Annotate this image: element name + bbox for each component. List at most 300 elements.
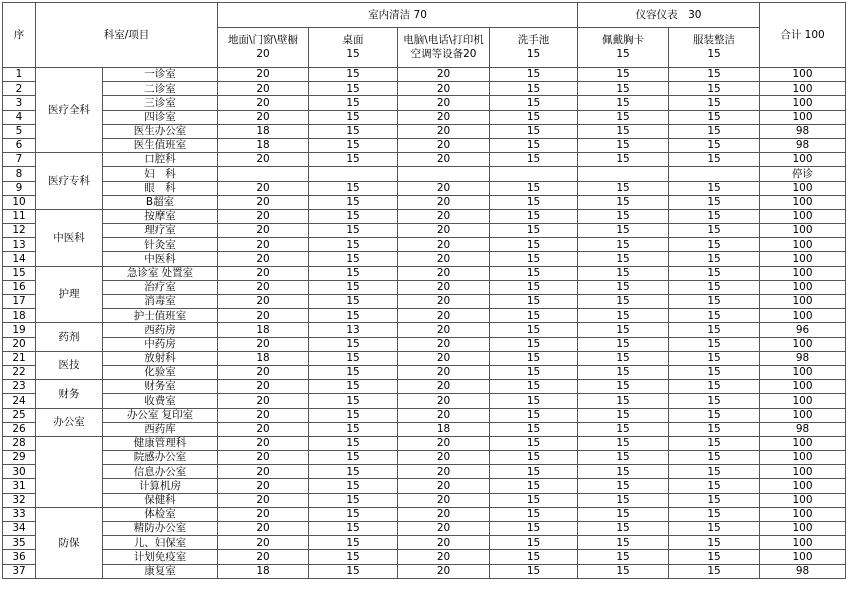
row-devices-score: 20 <box>398 295 490 309</box>
header-col-sink <box>490 28 578 68</box>
row-attire-score: 15 <box>669 309 760 323</box>
table-row <box>3 465 846 479</box>
row-seq: 28 <box>3 436 36 450</box>
row-total-score: 98 <box>760 564 846 578</box>
row-badge-score: 15 <box>578 507 669 521</box>
header-col-sink-score: 15 <box>526 47 541 60</box>
table-row <box>3 365 846 379</box>
row-total-score: 100 <box>760 493 846 507</box>
row-floor-score: 20 <box>218 309 309 323</box>
row-badge-score: 15 <box>578 408 669 422</box>
table-row <box>3 507 846 521</box>
row-sink-score: 15 <box>490 209 578 223</box>
row-floor-score: 18 <box>218 351 309 365</box>
row-total-score: 100 <box>760 465 846 479</box>
row-floor-score: 20 <box>218 536 309 550</box>
row-room: 针灸室 <box>103 238 218 252</box>
row-attire-score: 15 <box>669 507 760 521</box>
row-total-score: 100 <box>760 507 846 521</box>
row-seq: 17 <box>3 295 36 309</box>
row-floor-score: 20 <box>218 550 309 564</box>
row-desk-score: 15 <box>309 408 398 422</box>
row-devices-score: 20 <box>398 68 490 82</box>
row-floor-score: 20 <box>218 252 309 266</box>
row-seq: 9 <box>3 181 36 195</box>
row-total-score: 100 <box>760 153 846 167</box>
row-sink-score: 15 <box>490 224 578 238</box>
row-badge-score: 15 <box>578 451 669 465</box>
row-room: 急诊室 处置室 <box>103 266 218 280</box>
row-sink-score: 15 <box>490 365 578 379</box>
row-total-score: 100 <box>760 451 846 465</box>
row-devices-score: 20 <box>398 507 490 521</box>
row-devices-score: 20 <box>398 209 490 223</box>
row-desk-score: 15 <box>309 68 398 82</box>
row-seq: 26 <box>3 422 36 436</box>
row-room: 中医科 <box>103 252 218 266</box>
row-room: 三诊室 <box>103 96 218 110</box>
row-department: 医疗全科 <box>36 68 103 153</box>
row-devices-score: 20 <box>398 465 490 479</box>
row-floor-score: 18 <box>218 564 309 578</box>
row-desk-score: 15 <box>309 337 398 351</box>
header-col-floor-name: 地面\门窗\壁橱 <box>227 33 299 46</box>
row-desk-score: 15 <box>309 124 398 138</box>
row-attire-score: 15 <box>669 295 760 309</box>
row-desk-score: 15 <box>309 522 398 536</box>
row-room: 治疗室 <box>103 280 218 294</box>
row-attire-score: 15 <box>669 195 760 209</box>
header-col-desk-score: 15 <box>346 47 360 60</box>
row-room: 办公室 复印室 <box>103 408 218 422</box>
row-total-score: 100 <box>760 522 846 536</box>
row-seq: 34 <box>3 522 36 536</box>
row-sink-score: 15 <box>490 422 578 436</box>
table-row <box>3 138 846 152</box>
row-seq: 10 <box>3 195 36 209</box>
row-devices-score: 20 <box>398 153 490 167</box>
row-seq: 32 <box>3 493 36 507</box>
row-room: 西药库 <box>103 422 218 436</box>
row-badge-score <box>578 167 669 181</box>
row-room: 护士值班室 <box>103 309 218 323</box>
row-devices-score: 20 <box>398 351 490 365</box>
row-room: 计算机房 <box>103 479 218 493</box>
row-sink-score: 15 <box>490 479 578 493</box>
row-floor-score: 20 <box>218 422 309 436</box>
row-room: 精防办公室 <box>103 522 218 536</box>
row-room: 西药房 <box>103 323 218 337</box>
row-desk-score: 15 <box>309 507 398 521</box>
row-department: 护理 <box>36 266 103 323</box>
row-room: 康复室 <box>103 564 218 578</box>
row-room: B超室 <box>103 195 218 209</box>
row-badge-score: 15 <box>578 323 669 337</box>
row-devices-score: 20 <box>398 110 490 124</box>
row-total-score: 100 <box>760 181 846 195</box>
row-floor-score: 20 <box>218 153 309 167</box>
row-floor-score: 20 <box>218 181 309 195</box>
table-row <box>3 323 846 337</box>
row-floor-score: 20 <box>218 365 309 379</box>
row-seq: 3 <box>3 96 36 110</box>
row-attire-score: 15 <box>669 564 760 578</box>
row-total-score: 100 <box>760 209 846 223</box>
row-seq: 20 <box>3 337 36 351</box>
row-total-score: 98 <box>760 422 846 436</box>
row-badge-score: 15 <box>578 479 669 493</box>
row-sink-score: 15 <box>490 68 578 82</box>
row-devices-score: 20 <box>398 309 490 323</box>
row-attire-score: 15 <box>669 394 760 408</box>
row-badge-score: 15 <box>578 465 669 479</box>
row-attire-score: 15 <box>669 465 760 479</box>
row-total-score: 100 <box>760 365 846 379</box>
row-attire-score: 15 <box>669 110 760 124</box>
header-col-floor-score: 20 <box>256 47 270 60</box>
row-total-score: 100 <box>760 224 846 238</box>
row-floor-score: 20 <box>218 465 309 479</box>
row-desk-score: 15 <box>309 493 398 507</box>
row-seq: 14 <box>3 252 36 266</box>
row-attire-score: 15 <box>669 536 760 550</box>
row-desk-score: 15 <box>309 96 398 110</box>
row-seq: 16 <box>3 280 36 294</box>
row-floor-score: 18 <box>218 323 309 337</box>
row-badge-score: 15 <box>578 493 669 507</box>
row-desk-score: 15 <box>309 436 398 450</box>
row-total-score: 98 <box>760 138 846 152</box>
row-floor-score: 20 <box>218 380 309 394</box>
row-desk-score: 15 <box>309 153 398 167</box>
table-row <box>3 195 846 209</box>
row-room: 收费室 <box>103 394 218 408</box>
header-col-desk-name: 桌面 <box>342 33 364 46</box>
row-attire-score: 15 <box>669 238 760 252</box>
row-badge-score: 15 <box>578 181 669 195</box>
row-seq: 1 <box>3 68 36 82</box>
row-desk-score: 15 <box>309 451 398 465</box>
table-row <box>3 124 846 138</box>
row-attire-score: 15 <box>669 280 760 294</box>
row-seq: 25 <box>3 408 36 422</box>
row-sink-score: 15 <box>490 465 578 479</box>
row-seq: 13 <box>3 238 36 252</box>
row-attire-score: 15 <box>669 522 760 536</box>
row-sink-score: 15 <box>490 295 578 309</box>
row-devices-score: 18 <box>398 422 490 436</box>
row-devices-score: 20 <box>398 436 490 450</box>
row-floor-score: 20 <box>218 295 309 309</box>
table-row <box>3 153 846 167</box>
row-floor-score: 20 <box>218 266 309 280</box>
table-row <box>3 167 846 181</box>
row-seq: 21 <box>3 351 36 365</box>
row-devices-score: 20 <box>398 536 490 550</box>
row-total-score: 100 <box>760 337 846 351</box>
header-col-sink-name: 洗手池 <box>517 33 550 46</box>
row-devices-score: 20 <box>398 522 490 536</box>
header-col-devices <box>398 28 490 68</box>
row-room: 按摩室 <box>103 209 218 223</box>
row-devices-score: 20 <box>398 266 490 280</box>
row-sink-score: 15 <box>490 309 578 323</box>
row-department: 中医科 <box>36 209 103 266</box>
row-seq: 12 <box>3 224 36 238</box>
row-attire-score: 15 <box>669 96 760 110</box>
table-row <box>3 280 846 294</box>
row-attire-score <box>669 167 760 181</box>
table-row <box>3 209 846 223</box>
row-floor-score: 20 <box>218 224 309 238</box>
row-floor-score: 20 <box>218 479 309 493</box>
row-sink-score: 15 <box>490 195 578 209</box>
row-attire-score: 15 <box>669 82 760 96</box>
row-room: 一诊室 <box>103 68 218 82</box>
row-badge-score: 15 <box>578 195 669 209</box>
table-row <box>3 550 846 564</box>
row-badge-score: 15 <box>578 394 669 408</box>
row-sink-score: 15 <box>490 238 578 252</box>
row-seq: 22 <box>3 365 36 379</box>
row-devices-score: 20 <box>398 82 490 96</box>
row-desk-score: 15 <box>309 252 398 266</box>
row-devices-score: 20 <box>398 181 490 195</box>
row-sink-score: 15 <box>490 280 578 294</box>
row-badge-score: 15 <box>578 522 669 536</box>
row-devices-score: 20 <box>398 380 490 394</box>
row-sink-score: 15 <box>490 408 578 422</box>
row-desk-score: 15 <box>309 550 398 564</box>
row-room: 保健科 <box>103 493 218 507</box>
row-room: 化验室 <box>103 365 218 379</box>
row-total-score: 停诊 <box>760 167 846 181</box>
row-devices-score: 20 <box>398 238 490 252</box>
table-row <box>3 295 846 309</box>
row-attire-score: 15 <box>669 209 760 223</box>
row-total-score: 96 <box>760 323 846 337</box>
row-badge-score: 15 <box>578 564 669 578</box>
row-department: 医疗专科 <box>36 153 103 210</box>
row-room: 医生办公室 <box>103 124 218 138</box>
row-room: 体检室 <box>103 507 218 521</box>
row-seq: 2 <box>3 82 36 96</box>
row-floor-score: 18 <box>218 124 309 138</box>
row-floor-score: 20 <box>218 451 309 465</box>
row-seq: 33 <box>3 507 36 521</box>
row-devices-score: 20 <box>398 195 490 209</box>
row-floor-score: 20 <box>218 110 309 124</box>
row-total-score: 100 <box>760 266 846 280</box>
row-devices-score: 20 <box>398 550 490 564</box>
row-attire-score: 15 <box>669 451 760 465</box>
row-badge-score: 15 <box>578 365 669 379</box>
table-row <box>3 337 846 351</box>
row-total-score: 100 <box>760 82 846 96</box>
row-desk-score: 15 <box>309 564 398 578</box>
row-floor-score <box>218 167 309 181</box>
row-desk-score: 15 <box>309 266 398 280</box>
row-total-score: 100 <box>760 536 846 550</box>
table-row <box>3 82 846 96</box>
header-dept-item: 科室/项目 <box>36 3 218 68</box>
row-desk-score: 15 <box>309 479 398 493</box>
header-col-badge <box>578 28 669 68</box>
row-sink-score: 15 <box>490 96 578 110</box>
row-attire-score: 15 <box>669 323 760 337</box>
row-floor-score: 20 <box>218 238 309 252</box>
row-floor-score: 20 <box>218 493 309 507</box>
row-department: 防保 <box>36 507 103 578</box>
row-attire-score: 15 <box>669 422 760 436</box>
row-department <box>36 436 103 507</box>
row-sink-score: 15 <box>490 451 578 465</box>
row-badge-score: 15 <box>578 224 669 238</box>
row-desk-score: 15 <box>309 394 398 408</box>
row-desk-score: 15 <box>309 181 398 195</box>
row-badge-score: 15 <box>578 337 669 351</box>
row-total-score: 100 <box>760 550 846 564</box>
table-row <box>3 436 846 450</box>
row-devices-score: 20 <box>398 124 490 138</box>
row-total-score: 100 <box>760 295 846 309</box>
row-desk-score: 15 <box>309 224 398 238</box>
header-col-badge-score: 15 <box>616 47 630 60</box>
row-seq: 19 <box>3 323 36 337</box>
row-floor-score: 20 <box>218 209 309 223</box>
row-badge-score: 15 <box>578 266 669 280</box>
row-room: 信息办公室 <box>103 465 218 479</box>
row-sink-score: 15 <box>490 337 578 351</box>
header-col-badge-name: 佩戴胸卡 <box>602 33 645 46</box>
row-room: 眼 科 <box>103 181 218 195</box>
row-total-score: 100 <box>760 394 846 408</box>
row-devices-score: 20 <box>398 365 490 379</box>
table-row <box>3 522 846 536</box>
row-total-score: 100 <box>760 436 846 450</box>
row-room: 理疗室 <box>103 224 218 238</box>
row-desk-score: 15 <box>309 110 398 124</box>
row-devices-score: 20 <box>398 337 490 351</box>
row-sink-score: 15 <box>490 493 578 507</box>
row-seq: 8 <box>3 167 36 181</box>
table-row <box>3 564 846 578</box>
table-row <box>3 380 846 394</box>
row-room: 妇 科 <box>103 167 218 181</box>
row-sink-score: 15 <box>490 110 578 124</box>
row-desk-score: 15 <box>309 82 398 96</box>
row-desk-score: 15 <box>309 209 398 223</box>
row-attire-score: 15 <box>669 550 760 564</box>
row-attire-score: 15 <box>669 479 760 493</box>
row-attire-score: 15 <box>669 138 760 152</box>
row-badge-score: 15 <box>578 536 669 550</box>
row-devices-score: 20 <box>398 252 490 266</box>
row-total-score: 100 <box>760 110 846 124</box>
row-sink-score: 15 <box>490 82 578 96</box>
row-total-score: 100 <box>760 68 846 82</box>
row-desk-score: 15 <box>309 238 398 252</box>
row-attire-score: 15 <box>669 68 760 82</box>
row-seq: 15 <box>3 266 36 280</box>
table-row <box>3 422 846 436</box>
row-floor-score: 20 <box>218 82 309 96</box>
row-sink-score: 15 <box>490 507 578 521</box>
table-row <box>3 110 846 124</box>
row-attire-score: 15 <box>669 252 760 266</box>
row-room: 医生值班室 <box>103 138 218 152</box>
row-floor-score: 20 <box>218 436 309 450</box>
row-devices-score: 20 <box>398 323 490 337</box>
row-room: 口腔科 <box>103 153 218 167</box>
row-badge-score: 15 <box>578 422 669 436</box>
row-devices-score <box>398 167 490 181</box>
row-seq: 18 <box>3 309 36 323</box>
row-seq: 6 <box>3 138 36 152</box>
table-row <box>3 351 846 365</box>
row-badge-score: 15 <box>578 295 669 309</box>
row-badge-score: 15 <box>578 124 669 138</box>
row-attire-score: 15 <box>669 351 760 365</box>
row-sink-score: 15 <box>490 252 578 266</box>
row-desk-score: 15 <box>309 536 398 550</box>
row-sink-score: 15 <box>490 153 578 167</box>
row-attire-score: 15 <box>669 337 760 351</box>
header-col-attire-name: 服装整洁 <box>693 33 736 46</box>
header-col-desk <box>309 28 398 68</box>
row-floor-score: 20 <box>218 394 309 408</box>
header-col-devices-name: 电脑\电话\打印机空调等设备20 <box>403 33 484 60</box>
row-department: 财务 <box>36 380 103 408</box>
row-floor-score: 20 <box>218 96 309 110</box>
row-attire-score: 15 <box>669 408 760 422</box>
table-row <box>3 394 846 408</box>
row-seq: 23 <box>3 380 36 394</box>
row-devices-score: 20 <box>398 280 490 294</box>
row-total-score: 100 <box>760 252 846 266</box>
row-room: 健康管理科 <box>103 436 218 450</box>
row-seq: 5 <box>3 124 36 138</box>
row-floor-score: 20 <box>218 195 309 209</box>
row-seq: 7 <box>3 153 36 167</box>
row-sink-score: 15 <box>490 323 578 337</box>
table-row <box>3 266 846 280</box>
row-total-score: 100 <box>760 380 846 394</box>
row-attire-score: 15 <box>669 124 760 138</box>
row-department: 办公室 <box>36 408 103 436</box>
table-row <box>3 536 846 550</box>
row-sink-score: 15 <box>490 436 578 450</box>
row-attire-score: 15 <box>669 181 760 195</box>
table-row <box>3 181 846 195</box>
row-badge-score: 15 <box>578 436 669 450</box>
row-sink-score: 15 <box>490 550 578 564</box>
row-seq: 37 <box>3 564 36 578</box>
row-sink-score: 15 <box>490 351 578 365</box>
header-seq: 序 <box>3 3 36 68</box>
row-devices-score: 20 <box>398 479 490 493</box>
row-total-score: 100 <box>760 280 846 294</box>
row-desk-score <box>309 167 398 181</box>
row-badge-score: 15 <box>578 351 669 365</box>
row-devices-score: 20 <box>398 493 490 507</box>
row-room: 院感办公室 <box>103 451 218 465</box>
row-total-score: 100 <box>760 96 846 110</box>
table-row <box>3 224 846 238</box>
row-desk-score: 15 <box>309 280 398 294</box>
row-room: 消毒室 <box>103 295 218 309</box>
row-badge-score: 15 <box>578 96 669 110</box>
